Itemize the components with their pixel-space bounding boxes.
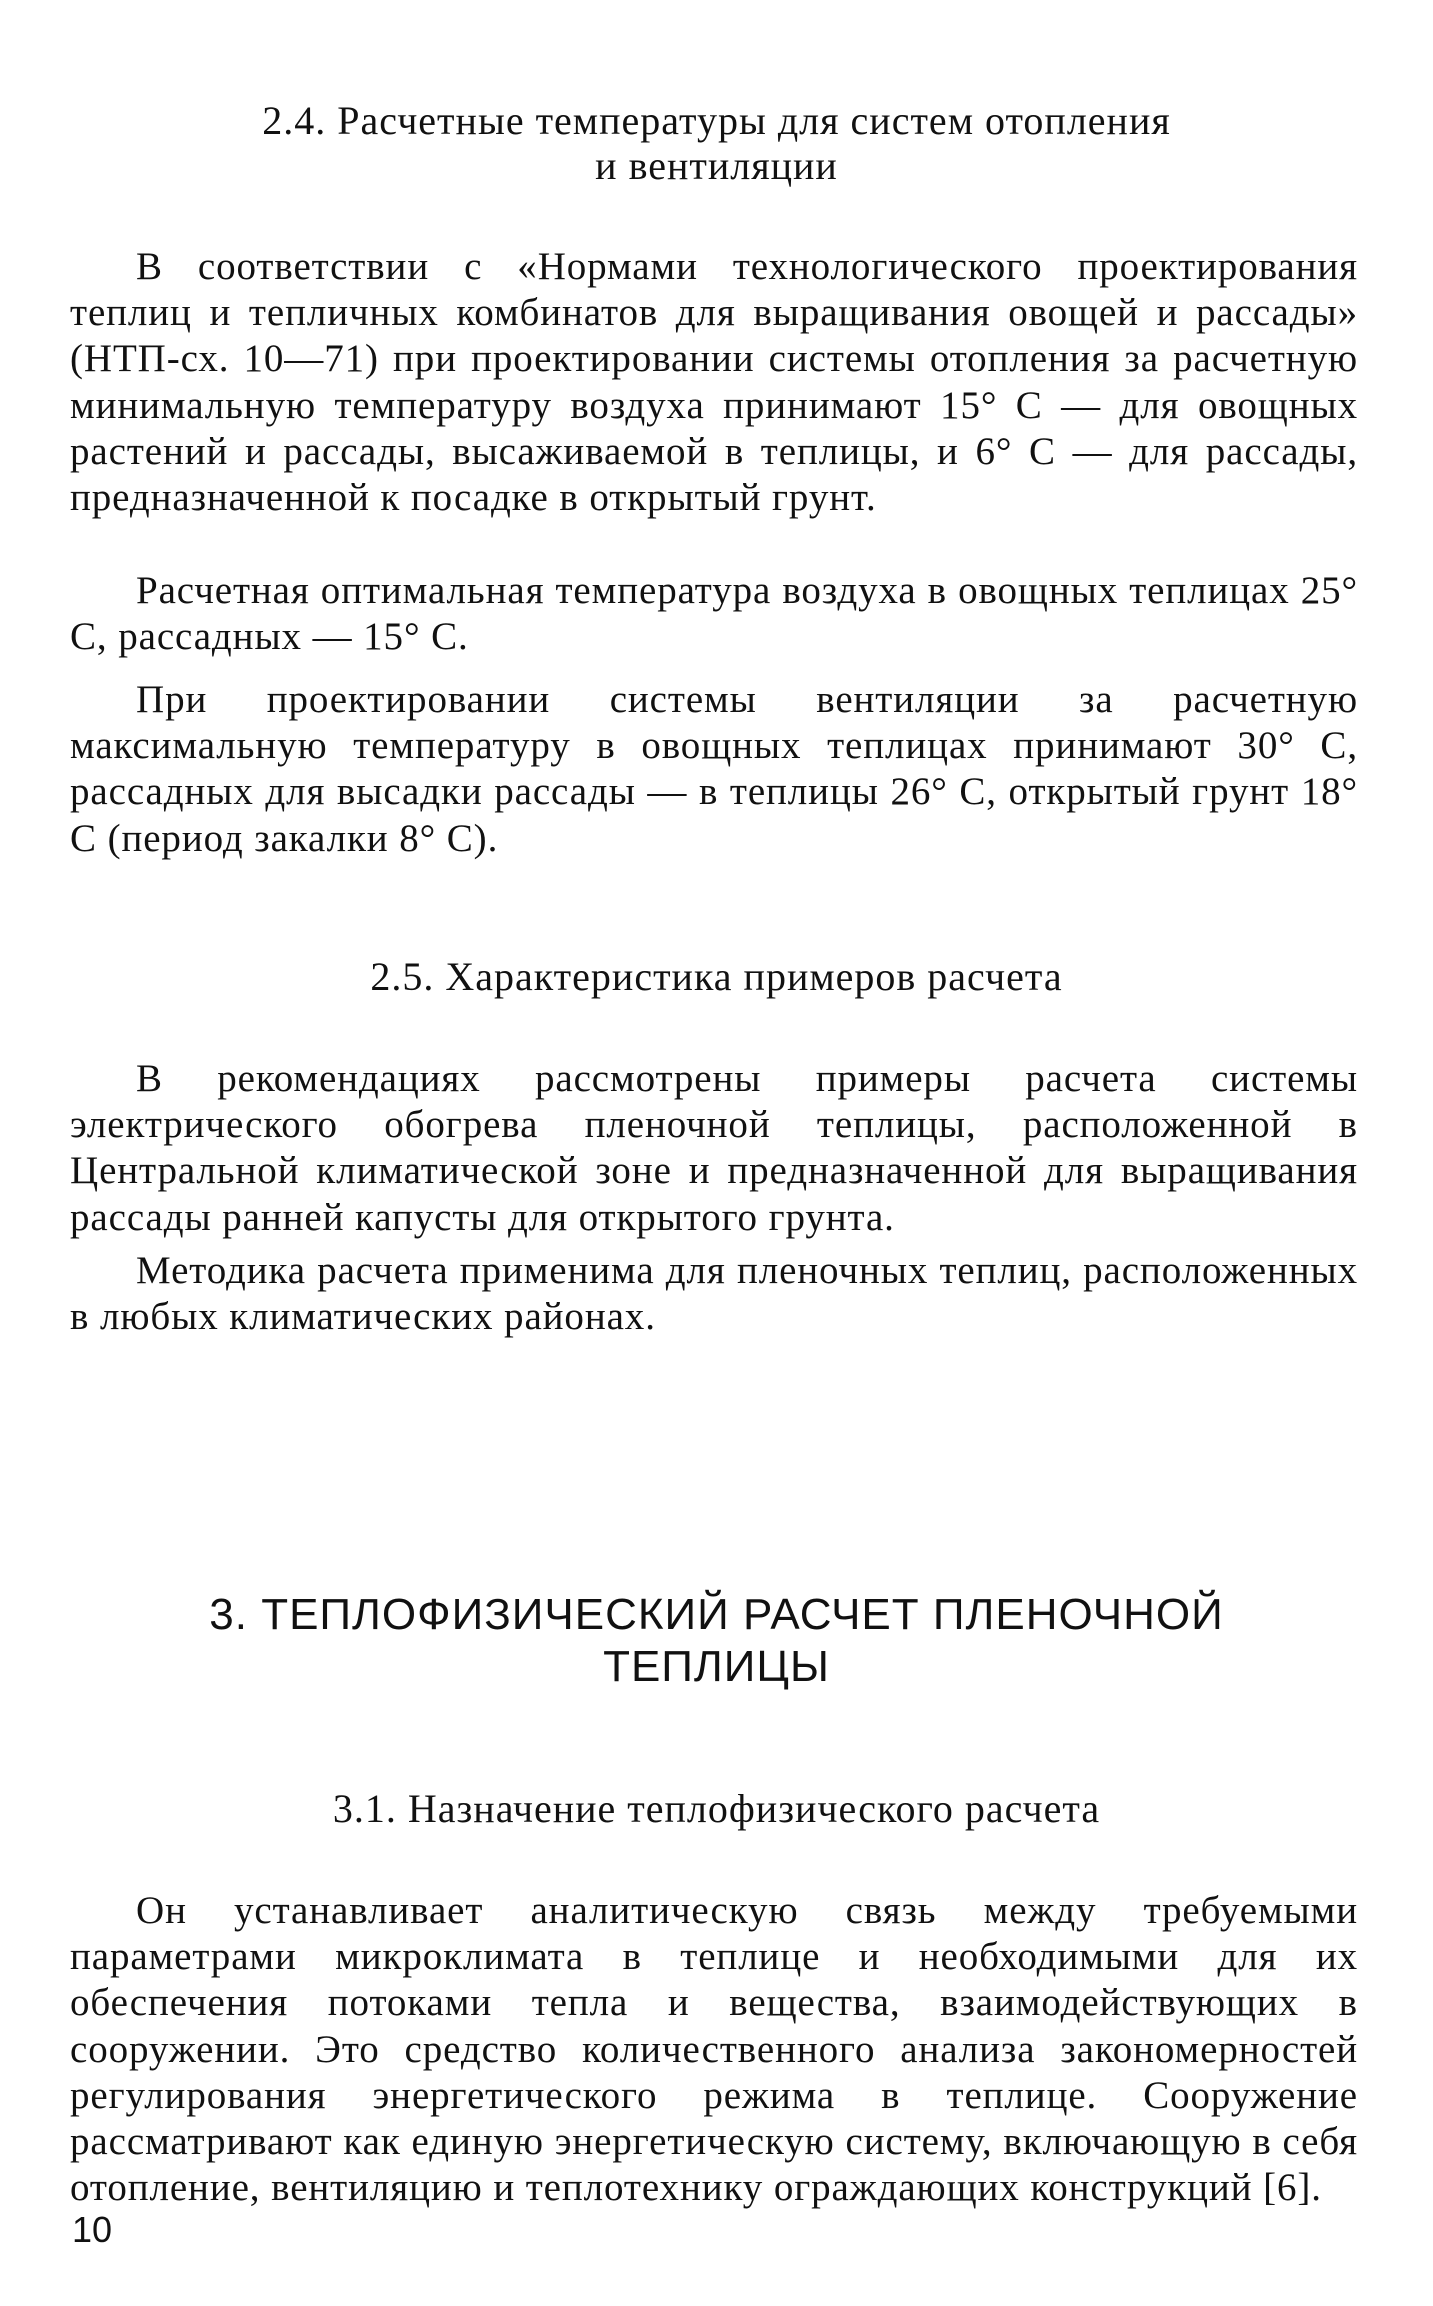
chapter-3-heading-line-2: ТЕПЛИЦЫ — [603, 1642, 830, 1691]
section-2-4-paragraph-2: Расчетная оптимальная температура воздуха в овощных теплицах 25° С, рассадных — 15° С. — [70, 569, 1358, 659]
section-3-1-paragraph-1: Он устанавливает аналитическую связь между требуемыми параметрами микроклимата в теплице и необходимыми для их обеспечения потоками тепла и вещества, взаимодействующих в сооружении. Это средство количественного анализа закономерностей регулирования энергетического режима в теплице. Сооружение рассматривают как единую энергетическую систему, включающую в себя отопление, вентиляцию и теплотехнику ограждающих конструкций [6]. — [70, 1889, 1358, 2210]
page-number: 10 — [72, 2209, 113, 2250]
chapter-3-heading-line-1: 3. ТЕПЛОФИЗИЧЕСКИЙ РАСЧЕТ ПЛЕНОЧНОЙ — [209, 1590, 1224, 1639]
section-2-5-paragraph-1: В рекомендациях рассмотрены примеры расчета системы электрического обогрева пленочной теплицы, расположенной в Центральной климатической зоне и предназначенной для выращивания рассады ранней капусты для открытого грунта. — [70, 1057, 1358, 1239]
section-2-4-heading-line-2: и вентиляции — [595, 143, 838, 188]
section-2-5-paragraph-2: Методика расчета применима для пленочных теплиц, расположенных в любых климатических районах. — [70, 1249, 1358, 1339]
section-2-5-heading: 2.5. Характеристика примеров расчета — [370, 954, 1063, 999]
section-3-1-heading: 3.1. Назначение теплофизического расчета — [332, 1786, 1101, 1831]
section-2-4-paragraph-1: В соответствии с «Нормами технологического проектирования теплиц и тепличных комбинатов для выращивания овощей и рассады» (НТП-сх. 10—71) при проектировании системы отопления за расчетную минимальную температуру воздуха принимают 15° С — для овощных растений и рассады, высаживаемой в теплицы, и 6° С — для рассады, предназначенной к посадке в открытый грунт. — [70, 245, 1358, 520]
section-2-4-paragraph-3: При проектировании системы вентиляции за расчетную максимальную температуру в овощных теплицах принимают 30° С, рассадных для высадки рассады — в теплицы 26° С, открытый грунт 18° С (период закалки 8° С). — [70, 678, 1358, 860]
section-2-4-heading-line-1: 2.4. Расчетные температуры для систем отопления — [262, 98, 1171, 143]
